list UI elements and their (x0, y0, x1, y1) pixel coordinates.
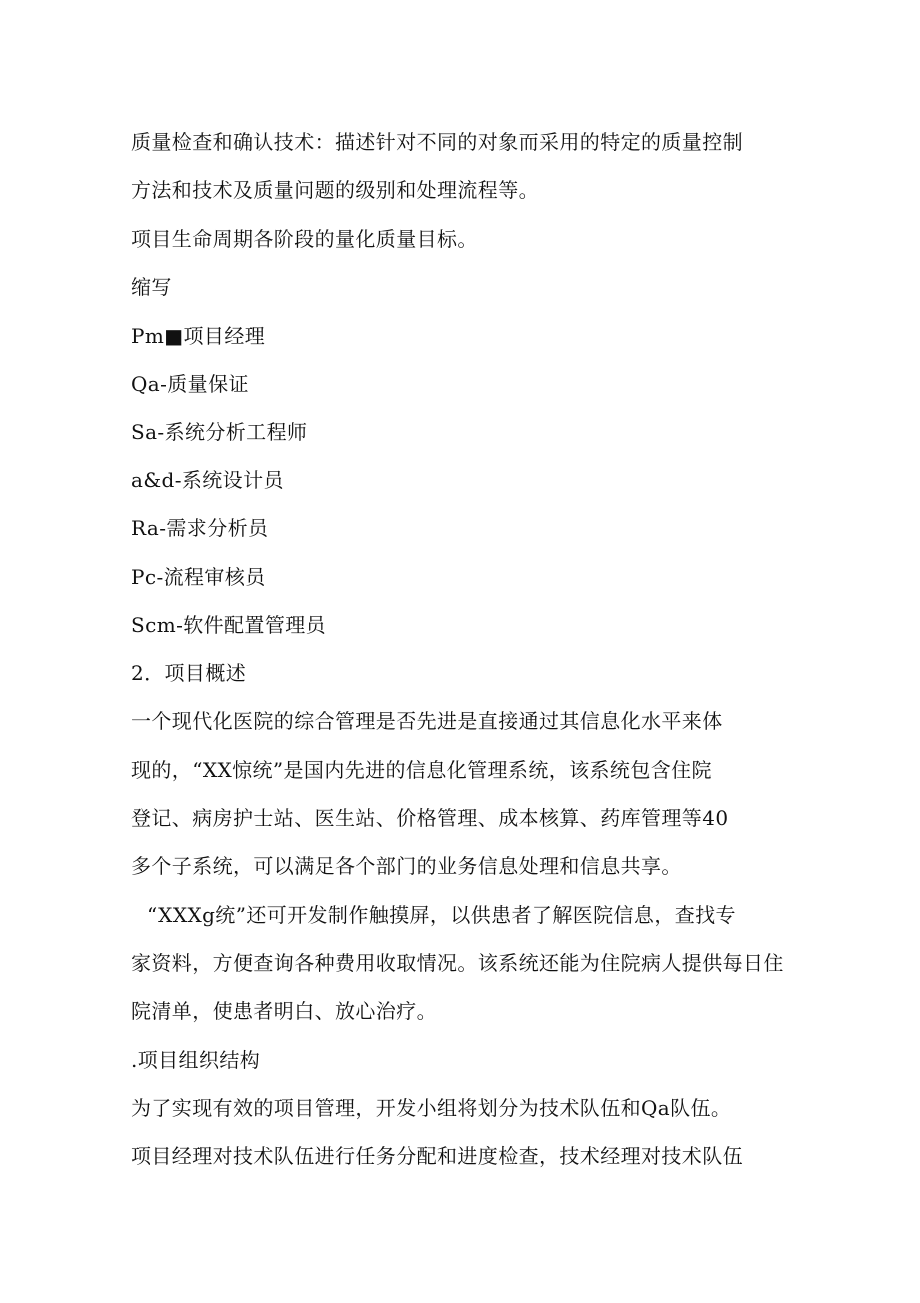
touchscreen-paragraph-line-3: 院清单，使患者明白、放心治疗。 (131, 999, 437, 1023)
overview-paragraph-line-2: 现的，“XX惊统”是国内先进的信息化管理系统，该系统包含住院 (131, 758, 712, 782)
abbreviation-pm: Pm■项目经理 (131, 324, 266, 348)
overview-paragraph-line-1: 一个现代化医院的综合管理是否先进是直接通过其信息化水平来体 (131, 709, 723, 733)
section-heading-org-structure: .项目组织结构 (131, 1048, 261, 1072)
paragraph-quality-check-line-2: 方法和技术及质量问题的级别和处理流程等。 (131, 178, 539, 202)
touchscreen-paragraph-line-2: 家资料，方便查询各种费用收取情况。该系统还能为住院病人提供每日住 (131, 951, 784, 975)
abbreviation-ad: a&d-系统设计员 (131, 468, 284, 492)
paragraph-quality-targets: 项目生命周期各阶段的量化质量目标。 (131, 227, 478, 251)
abbreviation-scm: Scm-软件配置管理员 (131, 613, 327, 637)
section-heading-project-overview: 2．项目概述 (131, 661, 247, 685)
overview-paragraph-line-4: 多个子系统，可以满足各个部门的业务信息处理和信息共享。 (131, 854, 682, 878)
abbreviation-pc: Pc-流程审核员 (131, 565, 266, 589)
org-paragraph-line-2: 项目经理对技术队伍进行任务分配和进度检查，技术经理对技术队伍 (131, 1144, 743, 1168)
abbreviation-qa: Qa-质量保证 (131, 372, 249, 396)
abbreviation-sa: Sa-系统分析工程师 (131, 420, 308, 444)
abbreviation-ra: Ra-需求分析员 (131, 516, 269, 540)
overview-paragraph-line-3: 登记、病房护士站、医生站、价格管理、成本核算、药库管理等40 (131, 806, 729, 830)
org-paragraph-line-1: 为了实现有效的项目管理，开发小组将划分为技术队伍和Qa队伍。 (131, 1096, 732, 1120)
touchscreen-paragraph-line-1: “XXXg统”还可开发制作触摸屏，以供患者了解医院信息，查找专 (147, 903, 736, 927)
paragraph-quality-check-line-1: 质量检查和确认技术：描述针对不同的对象而采用的特定的质量控制 (131, 130, 743, 154)
abbreviations-heading: 缩写 (131, 275, 172, 299)
